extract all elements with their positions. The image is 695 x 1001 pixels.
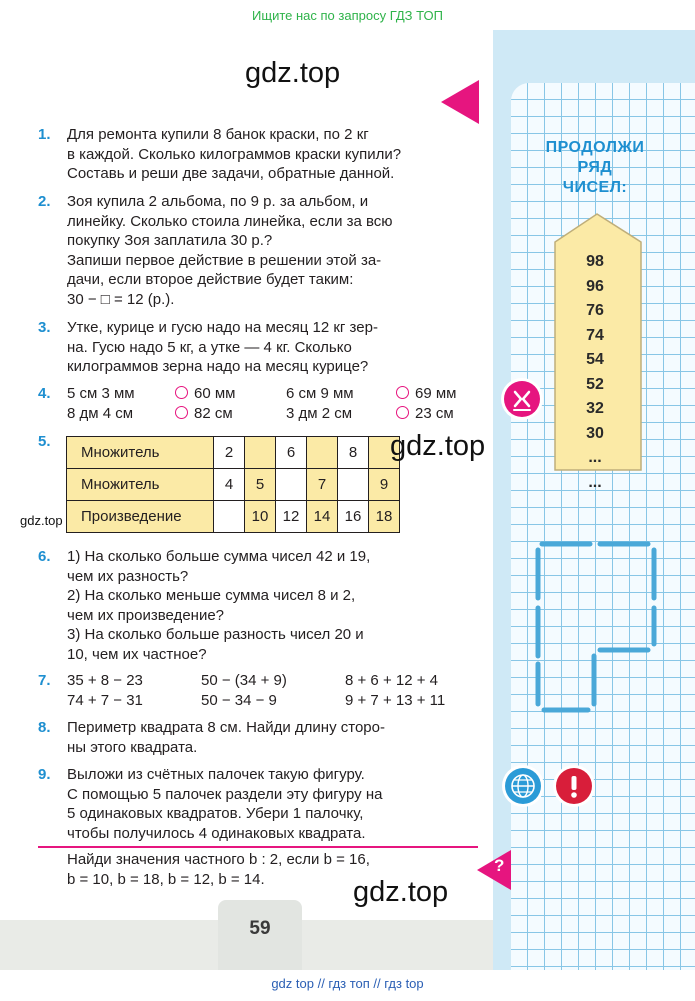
task-text: 1) На сколько больше сумма чисел 42 и 19, [67, 548, 371, 565]
bottom-links[interactable]: gdz top // гдз топ // гдз top [271, 976, 424, 991]
task-number: 4. [38, 385, 51, 402]
number-sequence-arrow [553, 212, 643, 491]
watermark: gdz.top [390, 430, 486, 462]
task-text: С помощью 5 палочек раздели эту фигуру на [67, 785, 383, 803]
compare-right: 69 мм [415, 385, 457, 402]
matchstick-figure [532, 538, 660, 716]
task-text: Для ремонта купили 8 банок краски, по 2 кг [67, 126, 369, 143]
number-sequence [553, 250, 637, 495]
watermark: gdz.top [353, 876, 449, 908]
task-text: 2) На сколько меньше сумма чисел 8 и 2, [67, 587, 356, 604]
sequence-number: ... [588, 449, 602, 466]
task-text: 30 − □ = 12 (р.). [67, 290, 175, 308]
compare-left: 8 дм 4 см [67, 404, 134, 422]
table-cell: 18 [369, 501, 400, 533]
watermark-small: gdz.top [20, 513, 63, 528]
sidebar-title-line: РЯД [577, 159, 613, 176]
compare-left: 6 см 9 мм [286, 385, 354, 402]
task-text: линейку. Сколько стоила линейка, если за всю [67, 212, 393, 230]
table-cell: 7 [307, 469, 338, 501]
compare-circle-icon[interactable] [396, 386, 409, 399]
task-text: Составь и реши две задачи, обратные данной. [67, 165, 395, 182]
separator-line [38, 846, 478, 848]
exclamation-icon[interactable] [556, 768, 592, 804]
task-number: 1. [38, 126, 51, 143]
table-cell: 5 [245, 469, 276, 501]
table-row [67, 469, 400, 501]
table-cell[interactable] [214, 501, 245, 533]
compare-row [67, 404, 497, 424]
compare-left: 3 дм 2 см [286, 404, 353, 422]
table-cell: 8 [338, 437, 369, 469]
sequence-number: 32 [586, 400, 604, 417]
sequence-number: 52 [586, 375, 604, 393]
task-text: Запиши первое действие в решении этой за- [67, 251, 382, 269]
table-cell[interactable] [276, 469, 307, 501]
compare-right: 23 см [415, 404, 454, 422]
sequence-number: 54 [586, 351, 604, 368]
sequence-number: 98 [586, 253, 604, 270]
row-header: Произведение [67, 501, 214, 533]
task-text: на. Гусю надо 5 кг, а утке — 4 кг. Сколько [67, 338, 352, 356]
compare-circle-icon[interactable] [396, 406, 409, 419]
top-banner[interactable]: Ищите нас по запросу ГДЗ ТОП [252, 8, 443, 23]
expression: 35 + 8 − 23 [67, 672, 143, 689]
table-cell[interactable] [307, 437, 338, 469]
task-text: Периметр квадрата 8 см. Найди длину сторо- [67, 719, 385, 736]
expression: 50 − (34 + 9) [201, 672, 287, 689]
task-text: чем их разность? [67, 567, 189, 585]
task-number: 2. [38, 193, 51, 210]
sidebar-title [520, 138, 670, 198]
task-text: 5 одинаковых квадратов. Убери 1 палочку, [67, 805, 364, 822]
table-cell: 9 [369, 469, 400, 501]
expression: 8 + 6 + 12 + 4 [345, 672, 438, 689]
task-number: 5. [38, 433, 51, 450]
task-text: ны этого квадрата. [67, 738, 198, 756]
table-row [67, 437, 400, 469]
expression: 50 − 34 − 9 [201, 691, 277, 709]
sequence-number: 76 [586, 302, 604, 319]
task-text: килограммов зерна надо на месяц курице? [67, 358, 369, 375]
compare-circle-icon[interactable] [175, 406, 188, 419]
compare-symbol-icon [504, 381, 540, 417]
compare-circle-icon[interactable] [175, 386, 188, 399]
task-text: Выложи из счётных палочек такую фигуру. [67, 766, 365, 783]
task-text: Найди значения частного b : 2, если b = 16, [67, 851, 370, 868]
table-row [67, 501, 400, 533]
task-text: b = 10, b = 18, b = 12, b = 14. [67, 870, 265, 888]
task-text: дачи, если второе действие будет таким: [67, 271, 354, 288]
multiplication-table [66, 436, 400, 533]
task-number: 7. [38, 672, 51, 689]
sidebar-title-line: ПРОДОЛЖИ [545, 139, 645, 156]
table-cell: 6 [276, 437, 307, 469]
row-header: Множитель [67, 437, 214, 469]
question-mark-icon: ? [494, 856, 505, 875]
table-cell: 14 [307, 501, 338, 533]
task-number: 3. [38, 319, 51, 336]
page-number: 59 [249, 918, 271, 939]
table-cell: 2 [214, 437, 245, 469]
task-text: Утке, курице и гусю надо на месяц 12 кг зер- [67, 319, 378, 336]
globe-symbol-icon [505, 768, 541, 804]
task-text: покупку Зоя заплатила 30 р.? [67, 232, 273, 249]
task-number: 6. [38, 548, 51, 565]
sequence-number: 96 [586, 277, 604, 295]
exclamation-symbol-icon [556, 768, 592, 804]
table-cell: 12 [276, 501, 307, 533]
table-cell: 4 [214, 469, 245, 501]
task-text: 10, чем их частное? [67, 645, 207, 663]
compare-right: 82 см [194, 404, 233, 422]
task-text: 3) На сколько больше разность чисел 20 и [67, 626, 364, 643]
table-cell[interactable] [338, 469, 369, 501]
compare-icon[interactable] [504, 381, 540, 417]
table-cell: 10 [245, 501, 276, 533]
task-number: 9. [38, 766, 51, 783]
expression: 74 + 7 − 31 [67, 691, 143, 709]
compare-row [67, 384, 497, 404]
task-text: в каждой. Сколько килограммов краски купили? [67, 145, 402, 163]
task-number: 8. [38, 719, 51, 736]
sequence-number: 74 [586, 326, 604, 344]
watermark: gdz.top [245, 57, 341, 89]
section-marker-icon [441, 80, 479, 124]
row-header: Множитель [67, 469, 214, 501]
sequence-number: 30 [586, 424, 604, 442]
compare-right: 60 мм [194, 385, 236, 402]
table-cell: 16 [338, 501, 369, 533]
sidebar-title-line: ЧИСЕЛ: [562, 179, 628, 196]
sequence-number: ... [588, 473, 602, 491]
compare-left: 5 см 3 мм [67, 385, 135, 402]
task-text: чем их произведение? [67, 606, 225, 624]
task-text: чтобы получилось 4 одинаковых квадрата. [67, 824, 366, 842]
globe-icon[interactable] [505, 768, 541, 804]
expression: 9 + 7 + 13 + 11 [345, 691, 446, 709]
table-cell[interactable] [245, 437, 276, 469]
task-text: Зоя купила 2 альбома, по 9 р. за альбом, и [67, 193, 369, 210]
